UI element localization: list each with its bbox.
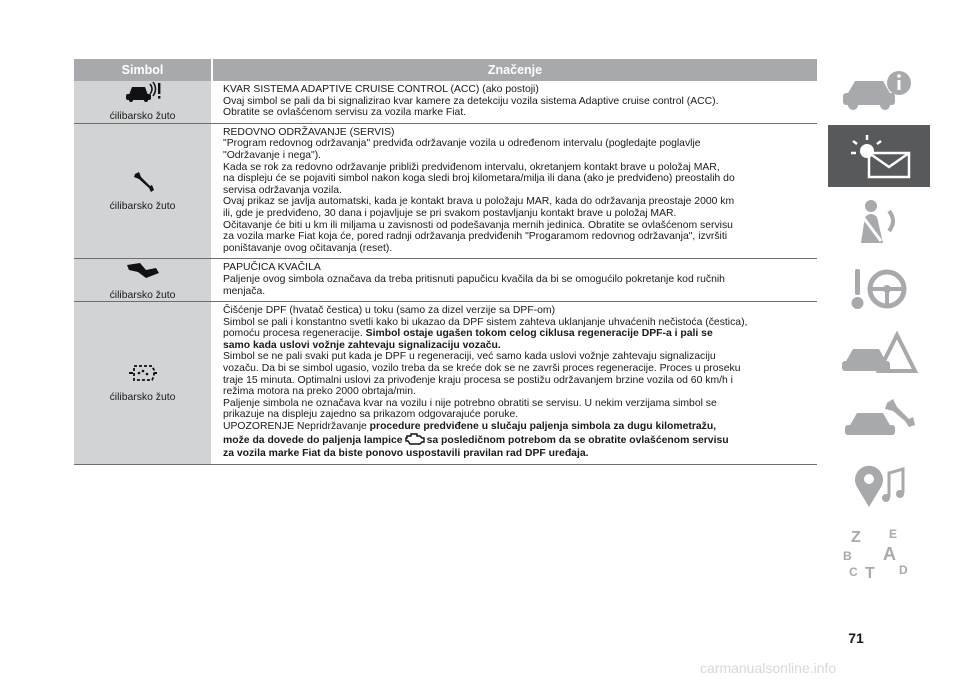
tab-car-info[interactable] (828, 59, 930, 121)
header-symbol: Simbol (121, 63, 164, 77)
chapter-sidebar (828, 59, 930, 587)
color-label: ćilibarsko žuto (109, 111, 176, 123)
symbol-cell (74, 81, 211, 123)
meaning-line: Obratite se ovlašćenom servisu za vozila marke Fiat. (223, 107, 467, 119)
tab-multimedia[interactable] (828, 455, 930, 517)
media-navigation-icon (839, 461, 919, 511)
index-letter: B (843, 549, 852, 563)
index-letter: C (849, 565, 858, 579)
meaning-line: Simbol se ne pali svaki put kada je DPF u regeneraciji, već samo kada uslovi vožnje zahtevaju signalizaciju (223, 351, 716, 363)
meaning-line: ili, gde je predviđeno, 30 dana i pojavljuje se pri svakom postavljanju kontakt brave u položaj MAR. (223, 207, 677, 219)
meaning-line: poništavanje ovog očitavanja (reset). (223, 242, 393, 254)
meaning-line: "Održavanje i nega"). (223, 149, 322, 161)
warning-light-message-icon (839, 131, 919, 181)
meaning-line: Paljenje ovog simbola označava da treba pritisnuti papučicu kvačila da bi se omogućilo pokretanje kod ručnih (223, 273, 725, 285)
color-label: ćilibarsko žuto (109, 392, 176, 404)
meaning-cell (211, 81, 817, 123)
meaning-bold-text: samo kada uslovi vožnje zahtevaju signalizaciju vozaču. (223, 339, 501, 351)
warning-symbol-table (74, 59, 817, 465)
meaning-line: režima motora na preko 2000 obrtaja/min. (223, 386, 416, 398)
meaning-line: Ovaj simbol se pali da bi signalizirao kvar kamere za detekciju vozila sistema Adaptive cruise control (ACC). (223, 95, 719, 107)
meaning-line: Paljenje simbola ne označava kvar na vozilu i nije potrebno obratiti se servisu. U nekim verzijama simbol se (223, 397, 717, 409)
meaning-cell (211, 302, 817, 464)
tab-emergency[interactable] (828, 323, 930, 385)
dpf-icon (128, 362, 158, 384)
meaning-line: servisa održavanja vozila. (223, 184, 342, 196)
meaning-line: menjača. (223, 285, 266, 297)
meaning-line: Očitavanje će biti u km ili miljama u zavisnosti od podešavanja mernih jedinica. Obratite se ovlašćenom servisu (223, 219, 733, 231)
index-letter: T (865, 565, 875, 580)
index-letter: E (889, 527, 898, 541)
wrench-icon (131, 171, 155, 193)
table-row (74, 124, 817, 260)
meaning-line: za vozila marke Fiat koja će, pored radnji održavanja predviđenih "Progaramom redovnog održavanja", izvršiti (223, 231, 728, 243)
meaning-line: prikazuje na displeju zajedno sa prikazom odgovarajuće poruke. (223, 409, 519, 421)
meaning-line: Simbol se pali i konstantno svetli kako bi ukazao da DPF sistem zahteva uklanjanje uhvaćenih nečistoća (čestica), (223, 316, 748, 328)
seatbelt-airbag-icon (839, 197, 919, 247)
symbol-cell (74, 302, 211, 464)
meaning-line: vozaču. Da bi se simbol ugasio, vozilo treba da se kreće dok se ne završi proces regeneracije. Proces u proseku (223, 363, 741, 375)
meaning-line (223, 448, 817, 460)
tab-index[interactable] (828, 521, 930, 583)
header-meaning: Značenje (211, 59, 817, 81)
acc-fault-icon (123, 81, 163, 103)
meaning-bold-text: može da dovede do paljenja lampice (223, 434, 403, 446)
meaning-line (223, 340, 817, 352)
index-letter: A (883, 544, 896, 564)
tab-maintenance[interactable] (828, 389, 930, 451)
meaning-line (223, 433, 817, 449)
meaning-line: traje 15 minuta. Optimalni uslovi za privođenje kraju procesa se postižu održavanjem brzine vozila od 60 km/h i (223, 374, 733, 386)
emergency-triangle-icon (839, 329, 919, 379)
meaning-line: Kada se rok za redovno održavanje približi predviđenom intervalu, okretanjem kontakt brave u položaj MAR, (223, 161, 720, 173)
table-row (74, 259, 817, 302)
color-label: ćilibarsko žuto (109, 200, 176, 212)
meaning-line: "Program redovnog održavanja" predviđa održavanje vozila u određenom intervalu (pogledajte poglavlje (223, 138, 701, 150)
color-label: ćilibarsko žuto (109, 289, 176, 301)
tab-starting-driving[interactable] (828, 257, 930, 319)
meaning-cell (211, 259, 817, 301)
meaning-bold-text: za vozila marke Fiat da biste ponovo uspostavili pravilan rad DPF uređaja. (223, 448, 589, 460)
page-number: 71 (848, 630, 864, 646)
meaning-text: UPOZORENJE Nepridržavanje (223, 421, 370, 433)
meaning-line: REDOVNO ODRŽAVANJE (SERVIS) (223, 126, 395, 138)
car-service-wrench-icon (839, 395, 919, 445)
tab-warning-lights[interactable] (828, 125, 930, 187)
meaning-line: KVAR SISTEMA ADAPTIVE CRUISE CONTROL (ACC) (ako postoji) (223, 84, 539, 95)
symbol-cell (74, 124, 211, 259)
meaning-bold-text: procedure predviđene u slučaju paljenja simbola za dugu kilometražu, (369, 421, 717, 433)
meaning-line: Čišćenje DPF (hvatač čestica) u toku (samo za dizel verzije sa DPF-om) (223, 305, 556, 317)
meaning-line: na displeju će se pojaviti simbol nakon koga sledi broj kilometara/milja ili dana (ako je predviđeno) preostalih do (223, 173, 735, 185)
meaning-line: Ovaj prikaz se javlja automatski, kada je kontakt brava u položaju MAR, kada do održavanja preostaje 2000 km (223, 196, 735, 208)
table-row (74, 81, 817, 124)
tab-safety[interactable] (828, 191, 930, 253)
table-row (74, 302, 817, 465)
car-info-icon (839, 65, 919, 115)
watermark: carmanualsonline.info (700, 660, 837, 676)
meaning-cell (211, 124, 817, 259)
index-letter: D (899, 563, 908, 577)
meaning-text: pomoću procesa regeneracije. (223, 328, 366, 340)
engine-warning-icon (405, 433, 425, 449)
meaning-bold-text: Simbol ostaje ugašen tokom celog ciklusa regeneracije DPF-a i pali se (365, 328, 713, 340)
alphabetical-index-icon (839, 524, 919, 580)
clutch-pedal-icon (126, 260, 160, 282)
meaning-line (223, 328, 817, 340)
index-letter: Z (851, 529, 861, 546)
meaning-line (223, 421, 817, 433)
table-header (74, 59, 817, 81)
meaning-bold-text: sa posledičnom potrebom da se obratite ovlašćenom servisu (426, 434, 729, 446)
meaning-line: PAPUČICA KVAČILA (223, 262, 321, 274)
symbol-cell (74, 259, 211, 301)
key-steering-wheel-icon (839, 263, 919, 313)
